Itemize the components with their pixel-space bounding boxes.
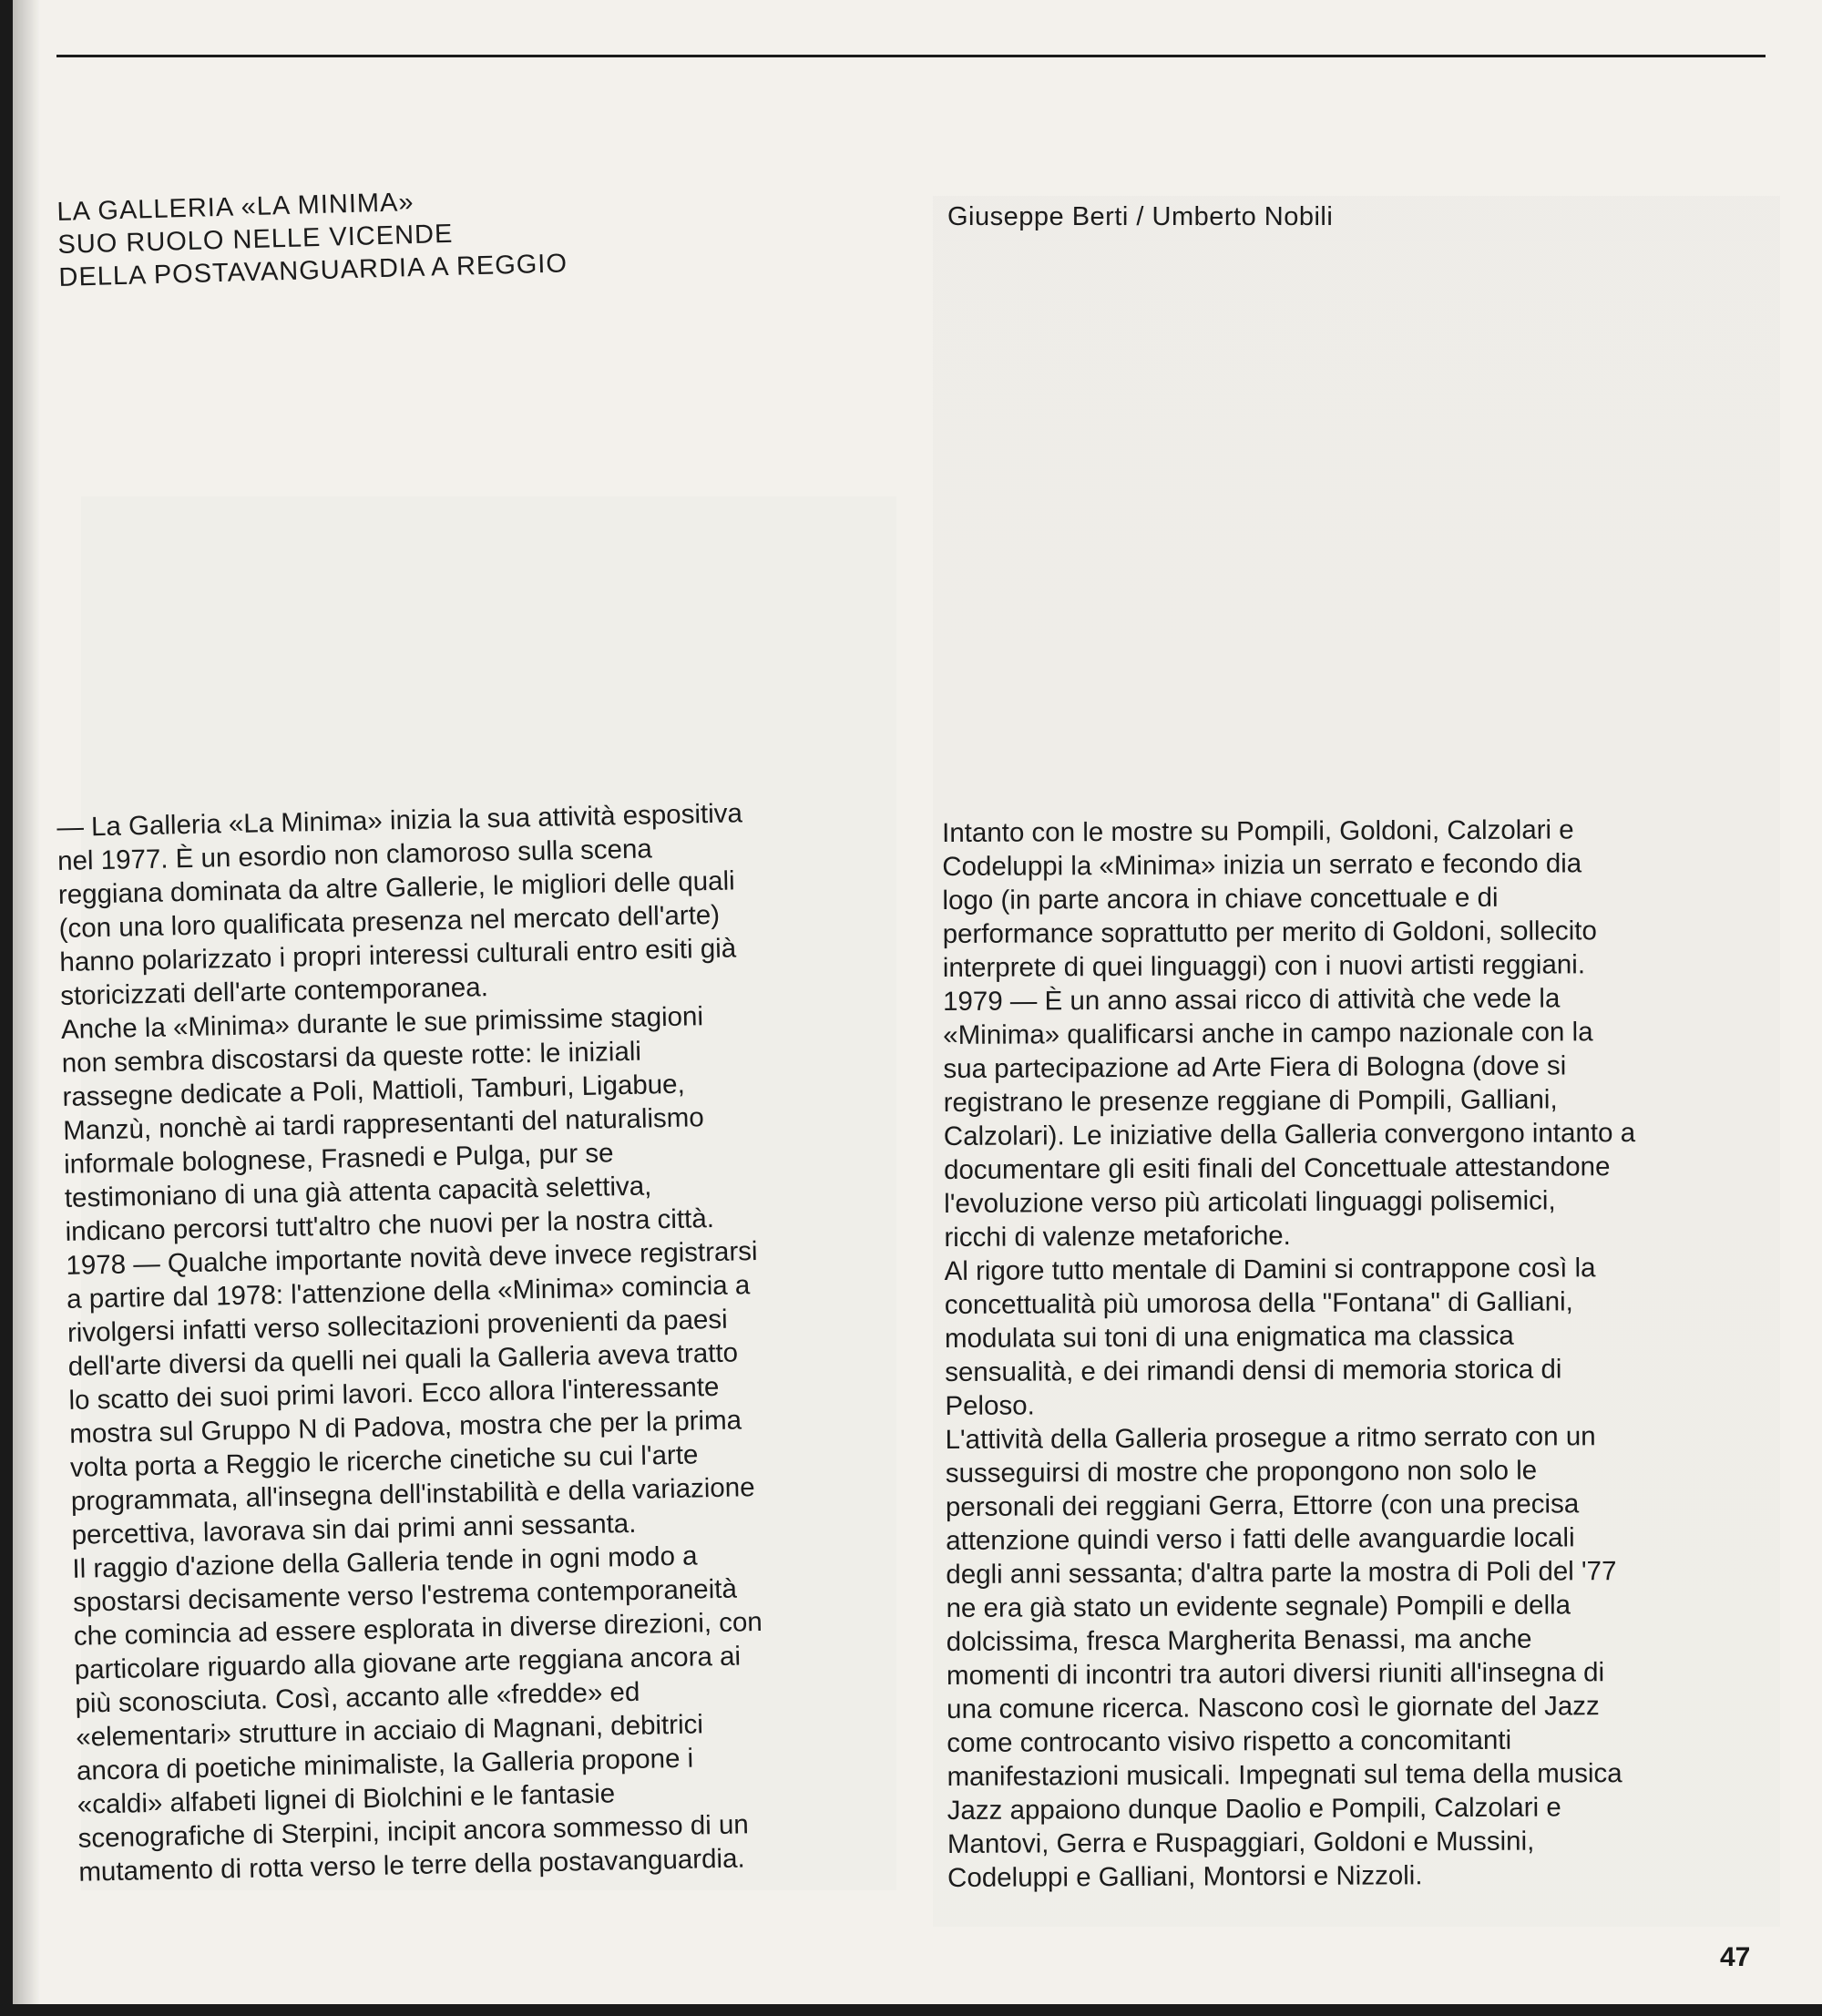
- article-title: [56, 181, 568, 294]
- text-line: sensualità, e dei rimandi densi di memoria storica di: [945, 1354, 1562, 1387]
- text-line: Il raggio d'azione della Galleria tende in ogni modo a: [72, 1540, 698, 1584]
- text-line: particolare riguardo alla giovane arte reggiana ancora ai: [74, 1641, 742, 1685]
- text-line: lo scatto dei suoi primi lavori. Ecco allora l'interessante: [68, 1371, 720, 1416]
- text-line: ne era già stato un evidente segnale) Pompili e della: [946, 1590, 1571, 1623]
- text-line: «Minima» qualificarsi anche in campo nazionale con la: [943, 1017, 1593, 1050]
- text-line: indicano percorsi tutt'altro che nuovi per la nostra città.: [65, 1202, 715, 1247]
- text-line: mostra sul Gruppo N di Padova, mostra che per la prima: [68, 1405, 742, 1449]
- left-text-column: [56, 796, 771, 1889]
- text-line: registrano le presenze reggiane di Pompili, Galliani,: [943, 1084, 1558, 1118]
- text-line: storicizzati dell'arte contemporanea.: [59, 972, 489, 1011]
- text-line: ancora di poetiche minimaliste, la Galleria propone i: [76, 1743, 694, 1786]
- text-line: 1979 — È un anno assai ricco di attività che vede la: [942, 983, 1561, 1017]
- text-line: spostarsi decisamente verso l'estrema contemporaneità: [72, 1573, 738, 1618]
- text-line: Intanto con le mostre su Pompili, Goldoni, Calzolari e: [942, 814, 1574, 848]
- text-line: personali dei reggiani Gerra, Ettorre (con una precisa: [945, 1489, 1580, 1522]
- text-line: logo (in parte ancora in chiave concettuale e di: [942, 882, 1499, 916]
- text-line: documentare gli esiti finali del Concettuale attestandone: [943, 1151, 1611, 1185]
- text-line: nel 1977. È un esordio non clamoroso sulla scena: [56, 834, 653, 876]
- text-line: Codeluppi la «Minima» inizia un serrato e fecondo dia: [942, 848, 1582, 882]
- text-line: rassegne dedicate a Poli, Mattioli, Tamburi, Ligabue,: [62, 1069, 686, 1112]
- text-line: Mantovi, Gerra e Ruspaggiari, Goldoni e Mussini,: [947, 1826, 1535, 1859]
- text-line: ricchi di valenze metaforiche.: [944, 1221, 1291, 1253]
- text-line: L'attività della Galleria prosegue a ritmo serrato con un: [945, 1421, 1596, 1455]
- text-line: come controcanto visivo rispetto a concomitanti: [947, 1724, 1512, 1758]
- text-line: più sconosciuta. Così, accanto alle «fredde» ed: [75, 1676, 640, 1719]
- text-line: una comune ricerca. Nascono così le giornate del Jazz: [947, 1691, 1600, 1724]
- text-line: attenzione quindi verso i fatti delle avanguardie locali: [946, 1522, 1575, 1556]
- text-line: Jazz appaiono dunque Daolio e Pompili, Calzolari e: [947, 1792, 1561, 1826]
- top-rule: [56, 55, 1766, 57]
- page-number: 47: [1720, 1942, 1751, 1972]
- text-line: Al rigore tutto mentale di Damini si contrappone così la: [944, 1253, 1596, 1286]
- text-line: programmata, all'insegna dell'instabilità e della variazione: [70, 1472, 755, 1517]
- text-line: non sembra discostarsi da queste rotte: le iniziali: [61, 1036, 642, 1079]
- text-line: 1978 — Qualche importante novità deve invece registrarsi: [66, 1235, 758, 1281]
- book-page: [13, 0, 1822, 2004]
- text-line: Peloso.: [945, 1390, 1035, 1421]
- title-line: DELLA POSTAVANGUARDIA A REGGIO: [58, 249, 568, 292]
- text-line: «elementari» strutture in acciaio di Magnani, debitrici: [75, 1709, 704, 1753]
- text-line: hanno polarizzato i propri interessi culturali entro esiti già: [59, 933, 737, 977]
- text-line: degli anni sessanta; d'altra parte la mostra di Poli del '77: [946, 1556, 1617, 1590]
- text-line: mutamento di rotta verso le terre della postavanguardia.: [78, 1843, 745, 1888]
- text-line: percettiva, lavorava sin dai primi anni sessanta.: [71, 1508, 637, 1550]
- text-line: scenografiche di Sterpini, incipit ancora sommesso di un: [77, 1809, 750, 1854]
- title-line: SUO RUOLO NELLE VICENDE: [57, 219, 454, 260]
- text-line: susseguirsi di mostre che propongono non solo le: [945, 1455, 1538, 1489]
- text-line: sua partecipazione ad Arte Fiera di Bologna (dove si: [943, 1050, 1567, 1084]
- text-line: Anche la «Minima» durante le sue primissime stagioni: [60, 1001, 704, 1045]
- text-line: momenti di incontri tra autori diversi riuniti all'insegna di: [946, 1657, 1605, 1691]
- text-line: Manzù, nonchè ai tardi rappresentanti del naturalismo: [63, 1102, 705, 1146]
- text-line: rivolgersi infatti verso sollecitazioni provenienti da paesi: [67, 1304, 728, 1348]
- text-line: volta porta a Reggio le ricerche cinetiche su cui l'arte: [69, 1439, 699, 1483]
- text-line: «caldi» alfabeti lignei di Biolchini e le fantasie: [77, 1778, 616, 1820]
- text-line: dolcissima, fresca Margherita Benassi, ma anche: [946, 1623, 1532, 1657]
- text-line: (con una loro qualificata presenza nel mercato dell'arte): [58, 899, 721, 944]
- text-line: manifestazioni musicali. Impegnati sul tema della musica: [947, 1758, 1622, 1792]
- text-line: performance soprattutto per merito di Goldoni, sollecito: [942, 916, 1597, 949]
- text-line: testimoniano di una già attenta capacità selettiva,: [64, 1171, 652, 1213]
- title-line: LA GALLERIA «LA MINIMA»: [56, 188, 415, 227]
- text-line: modulata sui toni di una enigmatica ma classica: [944, 1320, 1514, 1354]
- text-line: Calzolari). Le iniziative della Galleria convergono intanto a: [943, 1118, 1636, 1151]
- text-line: reggiana dominata da altre Gallerie, le migliori delle quali: [57, 865, 735, 910]
- text-line: — La Galleria «La Minima» inizia la sua attività espositiva: [56, 798, 743, 843]
- text-line: che comincia ad essere esplorata in diverse direzioni, con: [73, 1606, 763, 1652]
- text-line: l'evoluzione verso più articolati linguaggi polisemici,: [944, 1185, 1556, 1219]
- text-line: concettualità più umorosa della "Fontana" di Galliani,: [944, 1286, 1573, 1320]
- text-line: dell'arte diversi da quelli nei quali la Galleria aveva tratto: [67, 1337, 739, 1382]
- text-line: a partire dal 1978: l'attenzione della «Minima» comincia a: [66, 1270, 751, 1315]
- right-text-column: [942, 813, 1639, 1895]
- text-line: Codeluppi e Galliani, Montorsi e Nizzoli.: [947, 1860, 1423, 1893]
- text-line: interprete di quei linguaggi) con i nuovi artisti reggiani.: [942, 949, 1586, 983]
- text-line: informale bolognese, Frasnedi e Pulga, pur se: [63, 1138, 614, 1180]
- article-authors: Giuseppe Berti / Umberto Nobili: [947, 202, 1334, 231]
